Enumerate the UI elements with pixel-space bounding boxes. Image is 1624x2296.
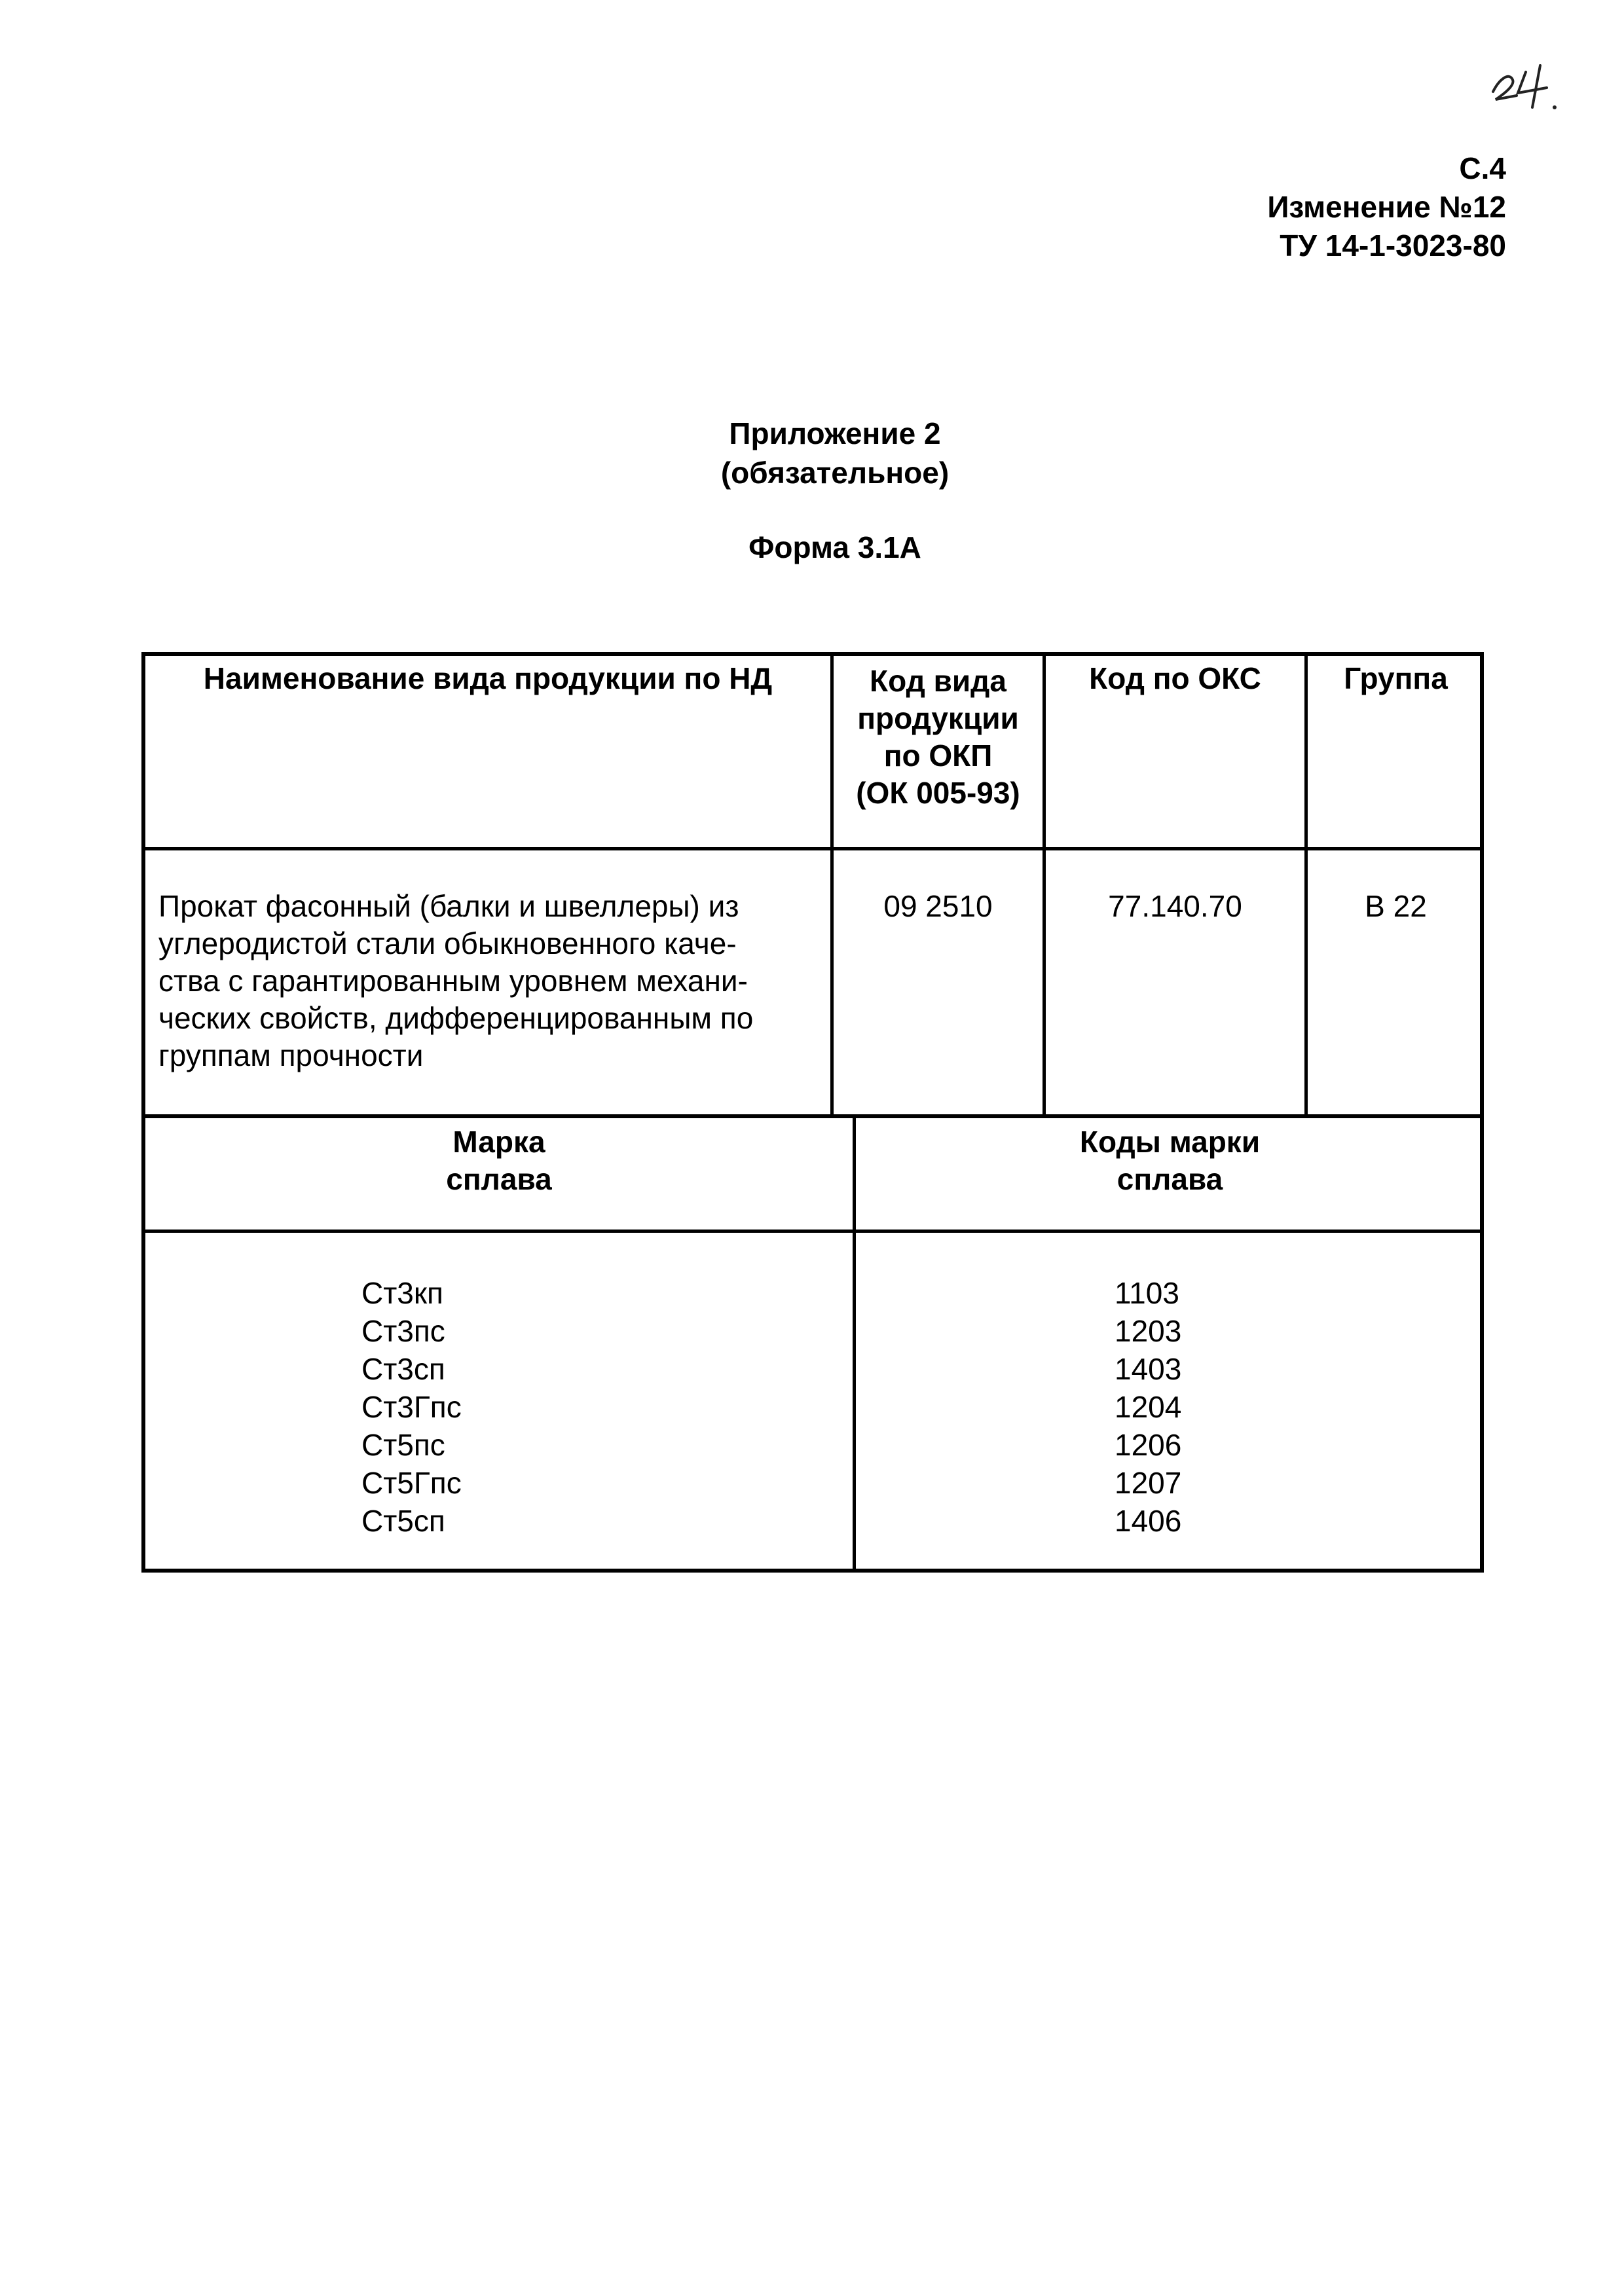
header-grade-line: сплава <box>446 1162 552 1196</box>
header-oks-code: Код по ОКС <box>1089 661 1261 695</box>
grade-item: Ст3пс <box>361 1314 445 1348</box>
table-divider <box>145 1230 1484 1233</box>
header-grade-line: Марка <box>452 1125 545 1159</box>
product-name-line: углеродистой стали обыкновенного каче- <box>158 926 737 960</box>
grade-list <box>361 1274 462 1540</box>
form-title: Форма 3.1А <box>748 530 921 564</box>
header-okp-line: продукции <box>857 701 1019 735</box>
grade-item: Ст5пс <box>361 1428 445 1462</box>
grade-code-item: 1207 <box>1115 1466 1182 1500</box>
header-okp-line: (ОК 005-93) <box>856 776 1020 810</box>
header-okp-line: по ОКП <box>883 738 993 773</box>
grade-item: Ст3Гпс <box>361 1390 462 1424</box>
page-label: С.4 <box>1459 151 1506 185</box>
product-name-line: ства с гарантированным уровнем механи- <box>158 964 748 998</box>
table-divider <box>145 1114 1484 1118</box>
product-okp-code: 09 2510 <box>883 889 993 923</box>
appendix-heading <box>0 414 1624 492</box>
grade-item: Ст3сп <box>361 1352 445 1386</box>
product-name-line: ческих свойств, дифференцированным по <box>158 1001 754 1035</box>
grade-code-item: 1406 <box>1115 1504 1182 1538</box>
grade-code-item: 1403 <box>1115 1352 1182 1386</box>
handwritten-page-number <box>1486 39 1572 111</box>
grade-item: Ст5сп <box>361 1504 445 1538</box>
spec-label: ТУ 14-1-3023-80 <box>1280 228 1506 263</box>
table-divider <box>1043 656 1046 1118</box>
header-okp-code <box>834 663 1043 812</box>
product-oks-code: 77.140.70 <box>1108 889 1242 923</box>
table-divider <box>145 847 1484 850</box>
grade-code-item: 1203 <box>1115 1314 1182 1348</box>
grade-item: Ст5Гпс <box>361 1466 462 1500</box>
header-okp-line: Код вида <box>870 664 1006 698</box>
header-grade <box>145 1123 853 1198</box>
change-label: Изменение №12 <box>1267 190 1506 224</box>
grade-code-item: 1206 <box>1115 1428 1182 1462</box>
header-codes-line: Коды марки <box>1079 1125 1261 1159</box>
appendix-title: Приложение 2 <box>729 416 941 450</box>
appendix-subtitle: (обязательное) <box>720 456 950 490</box>
grade-code-item: 1103 <box>1115 1276 1179 1310</box>
product-group: В 22 <box>1365 889 1427 923</box>
header-codes-line: сплава <box>1116 1162 1223 1196</box>
table-divider <box>1304 656 1308 1118</box>
grade-code-list <box>1115 1274 1181 1540</box>
header-group: Группа <box>1344 661 1448 695</box>
product-name-line: группам прочности <box>158 1038 424 1072</box>
product-name <box>158 888 826 1074</box>
grade-item: Ст3кп <box>361 1276 443 1310</box>
product-table <box>141 652 1484 1573</box>
product-name-line: Прокат фасонный (балки и швеллеры) из <box>158 889 739 923</box>
header-grade-codes <box>856 1123 1484 1198</box>
document-header <box>1267 149 1506 265</box>
grade-code-item: 1204 <box>1115 1390 1182 1424</box>
header-name: Наименование вида продукции по НД <box>203 661 773 695</box>
